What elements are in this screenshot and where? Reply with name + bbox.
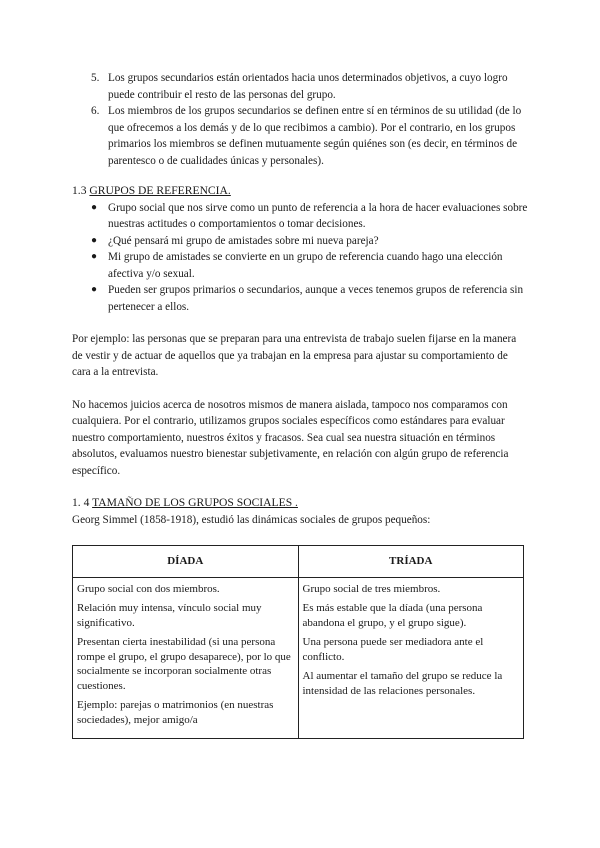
cell-line: Al aumentar el tamaño del grupo se reduce la intensidad de las relaciones personales. bbox=[302, 670, 503, 697]
section-heading-reference-groups bbox=[72, 183, 528, 200]
bullet-list bbox=[72, 200, 528, 316]
bullet-text: Pueden ser grupos primarios o secundarios, aunque a veces tenemos grupos de referencia sin pertenecer a ellos. bbox=[108, 284, 524, 313]
bullet-item bbox=[72, 282, 528, 315]
list-item-text: Los grupos secundarios están orientados hacia unos determinados objetivos, a cuyo logro puede contribuir el resto de las personas del grupo. bbox=[108, 72, 508, 101]
cell-line: Presentan cierta inestabilidad (si una persona rompe el grupo, el grupo desaparece), por lo que socialmente se incorporan socialmente otras cuestiones. bbox=[77, 636, 291, 692]
list-number: 5. bbox=[91, 72, 100, 84]
list-item bbox=[72, 70, 528, 103]
column-header-diada: DÍADA bbox=[73, 546, 299, 578]
section-number: 1. 4 bbox=[72, 496, 90, 509]
section-title: GRUPOS DE REFERENCIA. bbox=[89, 184, 231, 197]
bullet-item bbox=[72, 200, 528, 233]
bullet-text: ¿Qué pensará mi grupo de amistades sobre mi nueva pareja? bbox=[108, 234, 379, 247]
section-title: TAMAÑO DE LOS GRUPOS SOCIALES . bbox=[92, 496, 298, 509]
table-header-row bbox=[73, 546, 524, 578]
list-item-text: Los miembros de los grupos secundarios se definen entre sí en términos de su utilidad (de lo que ofrecemos a los demás y de lo que recibimos a cambio). Por el contrario, en los grupos primarios los miembros se definen mutuamente según quiénes son (es decir, en términos de parentesco o de cualidades únicas y personales). bbox=[108, 105, 522, 167]
triada-cell bbox=[298, 577, 524, 739]
section-heading-group-size bbox=[72, 495, 528, 512]
bullet-item bbox=[72, 249, 528, 282]
bullet-text: Grupo social que nos sirve como un punto de referencia a la hora de hacer evaluaciones sobre nuestras actitudes o comportamientos o tomar decisiones. bbox=[108, 201, 528, 230]
comparison-table bbox=[72, 545, 524, 739]
bullet-icon: ● bbox=[91, 234, 98, 246]
cell-line: Una persona puede ser mediadora ante el conflicto. bbox=[302, 636, 484, 663]
list-number: 6. bbox=[91, 105, 100, 117]
bullet-text: Mi grupo de amistades se convierte en un grupo de referencia cuando hago una elección afectiva y/o sexual. bbox=[108, 251, 503, 280]
numbered-list bbox=[72, 70, 528, 169]
cell-line: Ejemplo: parejas o matrimonios (en nuestras sociedades), mejor amigo/a bbox=[77, 699, 274, 726]
section-number: 1.3 bbox=[72, 184, 87, 197]
bullet-icon: ● bbox=[91, 251, 98, 262]
cell-line: Es más estable que la díada (una persona abandona el grupo, y el grupo sigue). bbox=[302, 602, 483, 629]
bullet-icon: ● bbox=[91, 284, 98, 295]
cell-line: Relación muy intensa, vínculo social muy significativo. bbox=[77, 602, 262, 629]
intro-paragraph: Georg Simmel (1858-1918), estudió las dinámicas sociales de grupos pequeños: bbox=[72, 513, 431, 526]
list-item bbox=[72, 103, 528, 169]
document-page bbox=[72, 70, 528, 739]
bullet-icon: ● bbox=[91, 201, 98, 213]
diada-cell bbox=[73, 577, 299, 739]
cell-line: Grupo social con dos miembros. bbox=[77, 582, 220, 595]
body-paragraph: No hacemos juicios acerca de nosotros mismos de manera aislada, tampoco nos comparamos con cualquiera. Por el contrario, utilizamos grupos sociales específicos como estándares para evaluar nuestro comportamiento, nuestros éxitos y fracasos. Sea cual sea nuestra situación en términos absolutos, evaluamos nuestro bienestar subjetivamente, en relación con algún grupo de referencia específico. bbox=[72, 398, 509, 477]
table-row bbox=[73, 577, 524, 739]
bullet-item bbox=[72, 233, 528, 250]
column-header-triada: TRÍADA bbox=[298, 546, 524, 578]
cell-line: Grupo social de tres miembros. bbox=[302, 582, 441, 595]
example-paragraph: Por ejemplo: las personas que se preparan para una entrevista de trabajo suelen fijarse en la manera de vestir y de actuar de aquellos que ya trabajan en la empresa para ajustar su comportamiento de cara a la entrevista. bbox=[72, 333, 517, 378]
